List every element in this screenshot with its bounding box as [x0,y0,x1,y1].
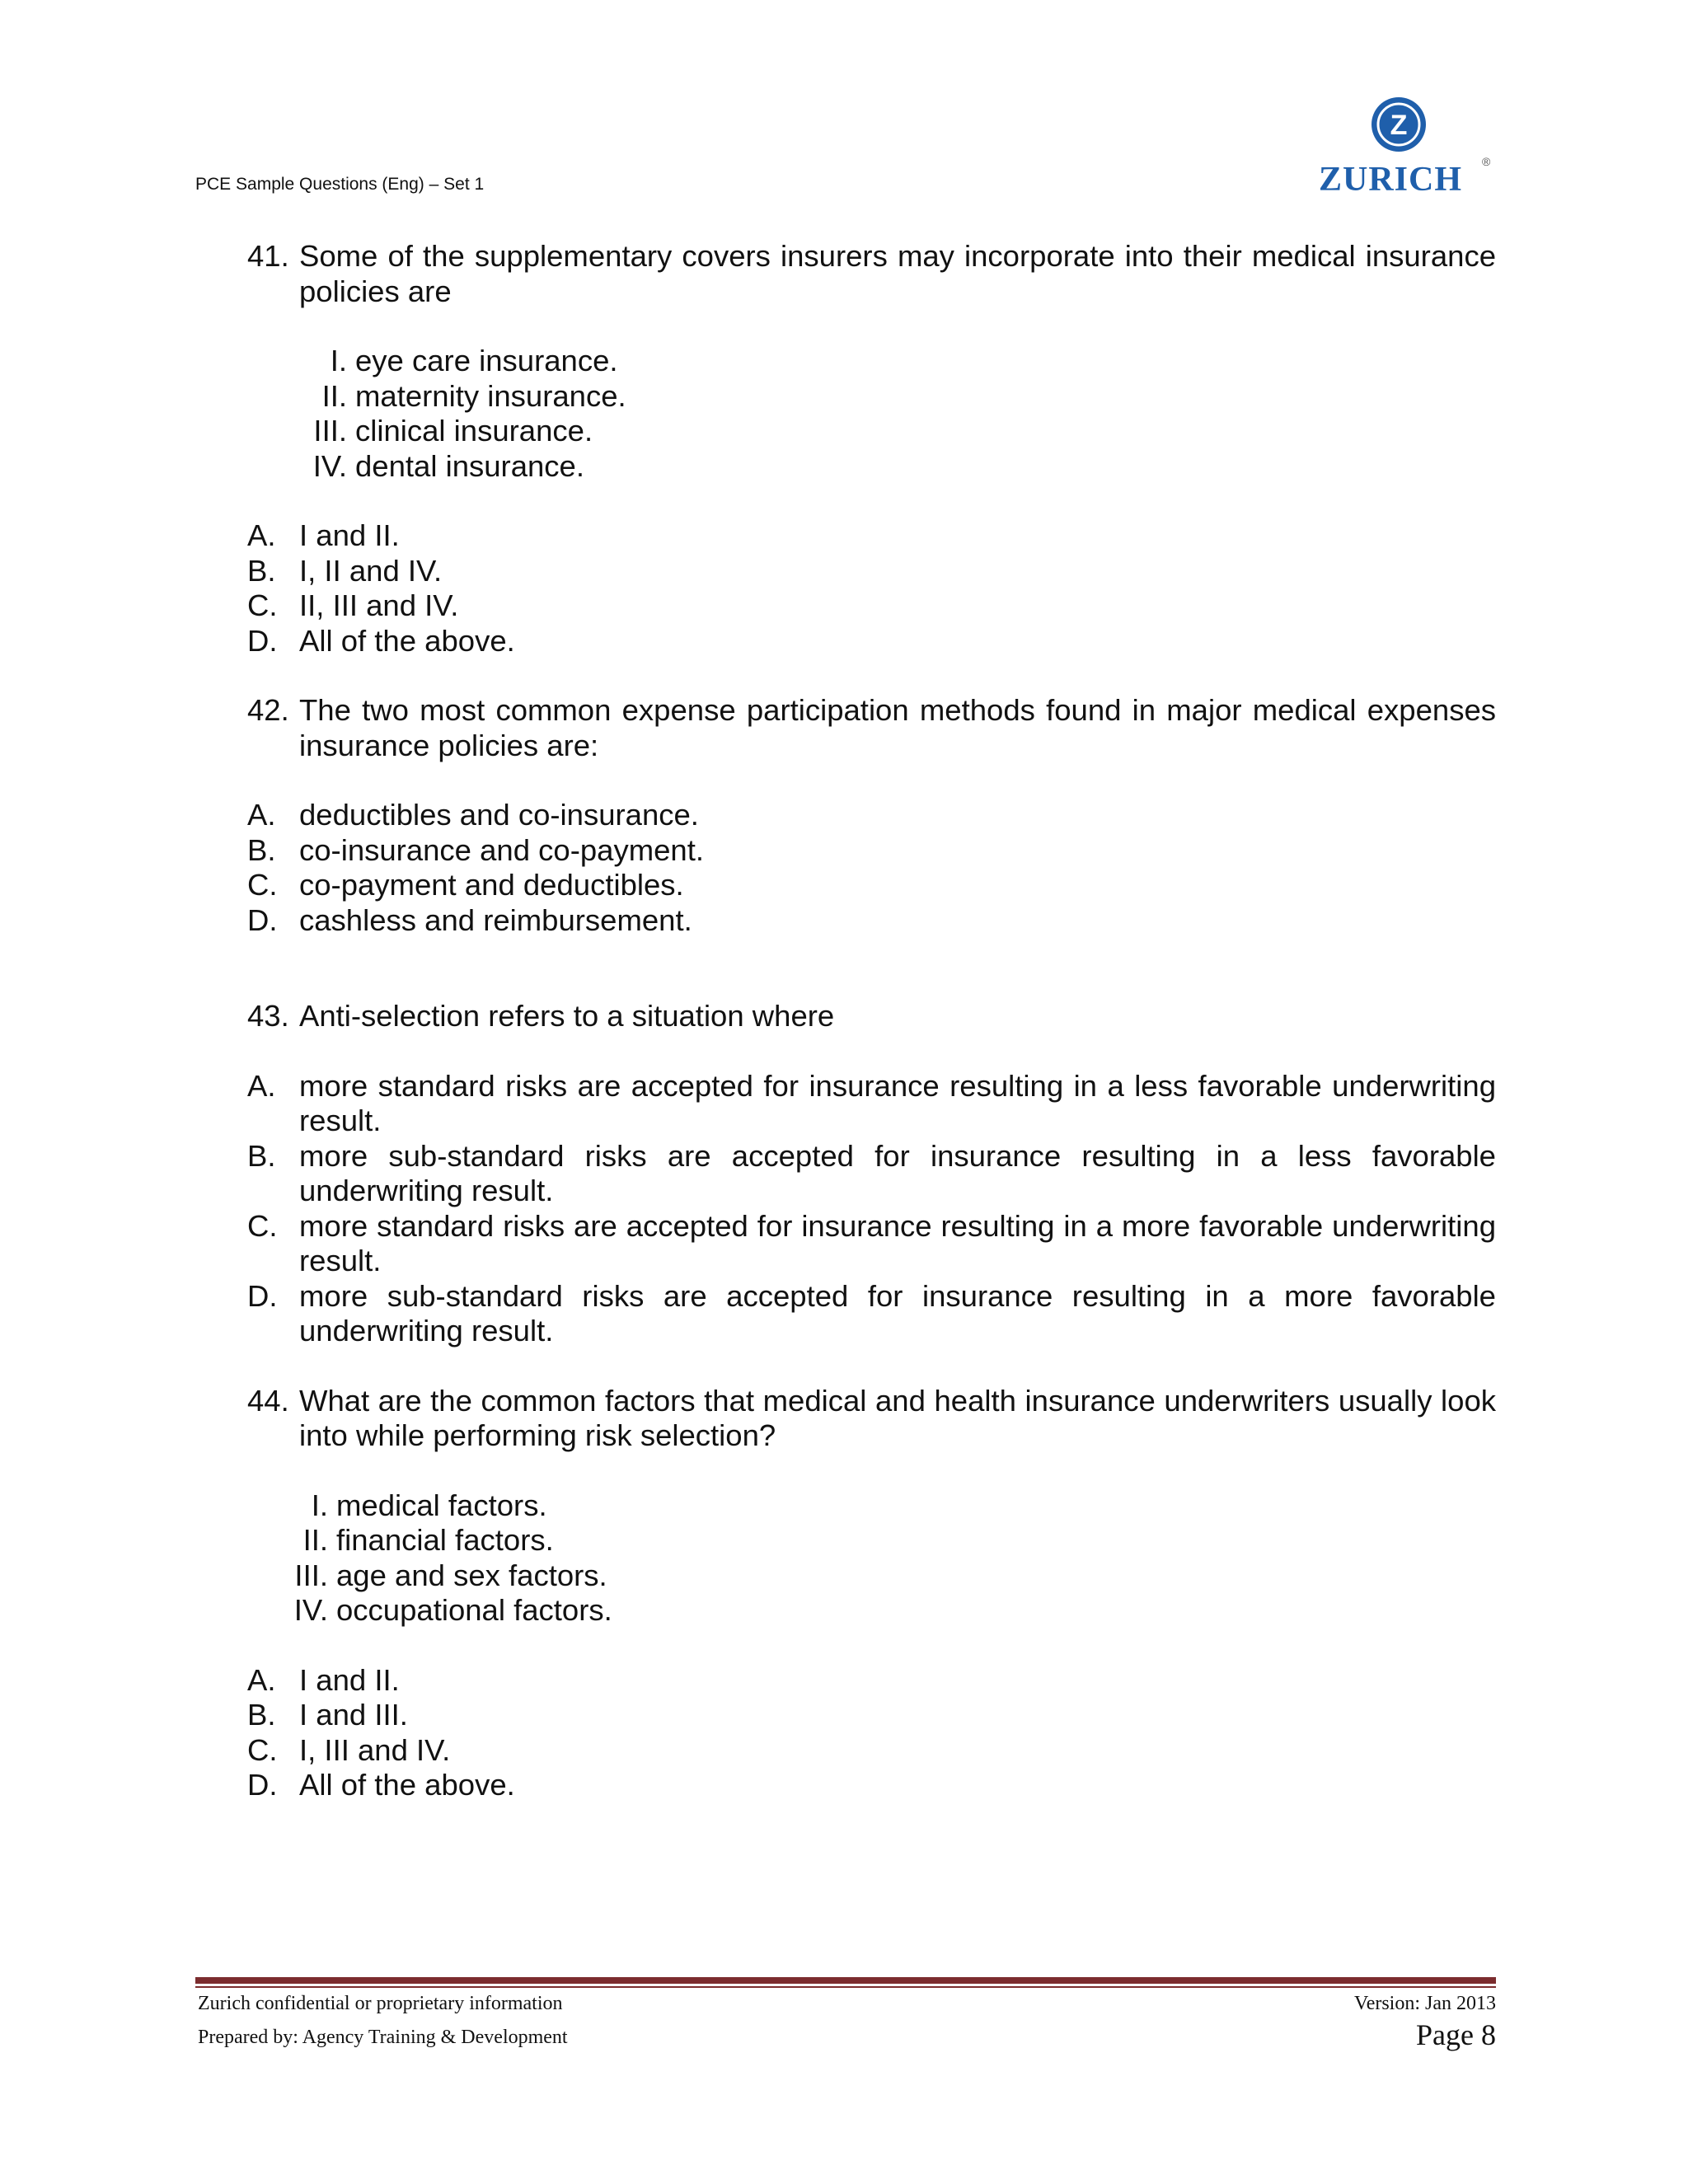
footer-prepared-by: Prepared by: Agency Training & Development [198,2027,568,2048]
question-43 [247,999,1496,1034]
option-item: D. All of the above. [247,623,515,658]
question-number: 42. [247,693,289,727]
option-item: B. I, II and IV. [247,553,443,588]
option-item: B. I and III. [247,1698,408,1732]
statement-item: II. maternity insurance. [321,378,626,413]
statement-item: IV. dental insurance. [312,448,584,483]
statement-item: III. clinical insurance. [313,414,593,448]
question-list [247,239,1496,1803]
option-item: D. All of the above. [247,1768,515,1802]
question-42 [247,693,1496,763]
footer-rule [195,1977,1496,1984]
statement-item: I. eye care insurance. [330,344,618,377]
option-item: B. more sub-standard risks are accepted for insurance resulting in a less favorable underwriting result. [247,1138,1496,1207]
question-41 [247,239,1496,309]
registered-mark: ® [1482,155,1491,168]
footer-rule-thin [195,1986,1496,1988]
option-item: A. I and II. [247,518,400,552]
option-list [247,518,1496,658]
option-item: A. deductibles and co-insurance. [247,798,699,832]
option-item: D. cashless and reimbursement. [247,902,692,937]
statement-item: III. age and sex factors. [294,1558,607,1592]
option-list [247,1663,1496,1803]
option-item: A. I and II. [247,1662,400,1697]
statement-item: II. financial factors. [302,1523,554,1557]
footer-version: Version: Jan 2013 [1354,1993,1496,2014]
page-number: Page 8 [1416,2018,1496,2051]
question-text: Anti-selection refers to a situation where [299,999,835,1033]
option-list [247,798,1496,938]
question-text: The two most common expense participation methods found in major medical expenses insurance policies are: [299,693,1496,762]
statement-item: I. medical factors. [311,1488,547,1522]
question-text: Some of the supplementary covers insurers may incorporate into their medical insurance policies are [299,239,1496,308]
zurich-z-icon [1372,97,1426,152]
header-title: PCE Sample Questions (Eng) – Set 1 [195,175,485,194]
statement-item: IV. occupational factors. [293,1593,612,1627]
option-item: C. II, III and IV. [247,588,459,622]
option-item: B. co-insurance and co-payment. [247,832,704,867]
question-number: 43. [247,999,289,1033]
option-item: C. co-payment and deductibles. [247,868,684,902]
option-item: D. more sub-standard risks are accepted for insurance resulting in a more favorable underwriting result. [247,1278,1496,1347]
option-item: C. more standard risks are accepted for insurance resulting in a more favorable underwriting result. [247,1208,1496,1277]
logo-wordmark: ZURICH [1319,161,1463,199]
option-item: C. I, III and IV. [247,1732,451,1767]
option-list [247,1069,1496,1349]
footer-confidential: Zurich confidential or proprietary information [198,1993,563,2014]
zurich-logo [1319,97,1500,200]
question-number: 41. [247,239,289,273]
statement-list [247,344,1496,484]
question-number: 44. [247,1383,289,1418]
question-text: What are the common factors that medical and health insurance underwriters usually look into while performing risk selection? [299,1383,1496,1452]
option-item: A. more standard risks are accepted for insurance resulting in a less favorable underwriting result. [247,1068,1496,1137]
svg-text:Z: Z [1390,110,1408,141]
question-44 [247,1384,1496,1454]
statement-list [247,1488,1496,1629]
